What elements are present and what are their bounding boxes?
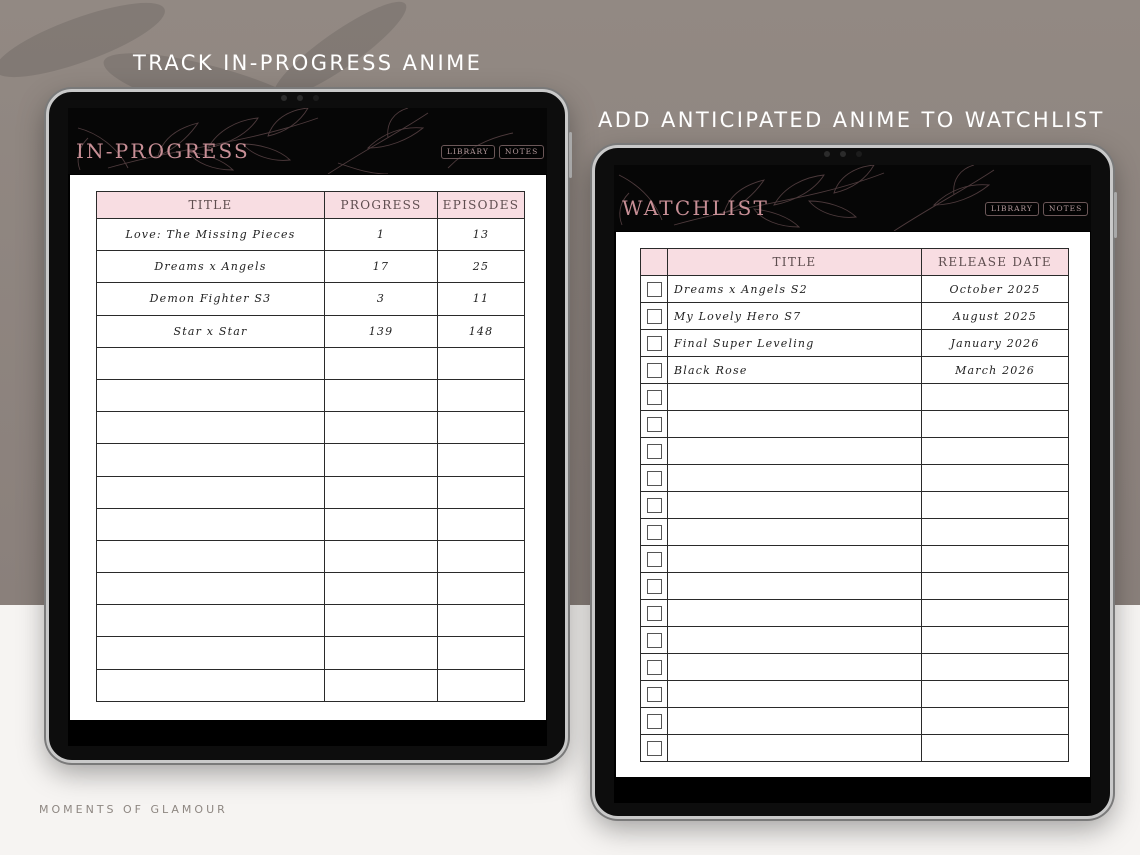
release-date-cell[interactable]: March 2026	[922, 357, 1069, 384]
title-cell[interactable]: My Lovely Hero S7	[668, 303, 922, 330]
checkbox-cell	[641, 465, 668, 492]
checkbox-cell	[641, 708, 668, 735]
watched-checkbox[interactable]	[647, 741, 662, 756]
title-cell[interactable]	[668, 627, 922, 654]
release-date-cell[interactable]	[922, 519, 1069, 546]
side-button	[569, 132, 572, 178]
progress-cell[interactable]	[325, 540, 438, 572]
table-row	[641, 330, 1069, 357]
page-header	[614, 165, 1091, 231]
release-date-cell[interactable]	[922, 465, 1069, 492]
tablet-in-progress	[46, 89, 568, 763]
progress-cell[interactable]	[325, 637, 438, 669]
watched-checkbox[interactable]	[647, 444, 662, 459]
watched-checkbox[interactable]	[647, 309, 662, 324]
title-cell[interactable]	[668, 492, 922, 519]
title-cell[interactable]: Love: The Missing Pieces	[97, 219, 325, 251]
checkbox-cell	[641, 681, 668, 708]
title-cell[interactable]	[668, 654, 922, 681]
title-cell[interactable]	[97, 476, 325, 508]
checkbox-cell	[641, 357, 668, 384]
checkbox-cell	[641, 735, 668, 762]
column-header-episodes: EPISODES	[438, 192, 525, 219]
table-row	[641, 465, 1069, 492]
table-row	[641, 276, 1069, 303]
table-row	[97, 669, 525, 701]
title-cell[interactable]: Dreams x Angels	[97, 251, 325, 283]
checkbox-cell	[641, 492, 668, 519]
episodes-cell[interactable]	[438, 347, 525, 379]
episodes-cell[interactable]	[438, 605, 525, 637]
tablet-watchlist	[592, 145, 1113, 819]
table-row	[641, 303, 1069, 330]
checkbox-cell	[641, 654, 668, 681]
column-header-progress: PROGRESS	[325, 192, 438, 219]
in-progress-table	[96, 191, 525, 702]
checkbox-cell	[641, 519, 668, 546]
watched-checkbox[interactable]	[647, 552, 662, 567]
checkbox-cell	[641, 438, 668, 465]
paper-page	[70, 175, 546, 720]
table-row	[97, 412, 525, 444]
watched-checkbox[interactable]	[647, 660, 662, 675]
table-row	[97, 637, 525, 669]
table-row	[641, 654, 1069, 681]
page-title: IN-PROGRESS	[76, 139, 250, 163]
table-row	[97, 347, 525, 379]
camera-bar	[275, 95, 335, 101]
watched-checkbox[interactable]	[647, 606, 662, 621]
title-cell[interactable]	[97, 412, 325, 444]
release-date-cell[interactable]	[922, 384, 1069, 411]
column-header-title: TITLE	[668, 249, 922, 276]
title-cell[interactable]: Dreams x Angels S2	[668, 276, 922, 303]
table-row	[641, 411, 1069, 438]
episodes-cell[interactable]	[438, 508, 525, 540]
watched-checkbox[interactable]	[647, 282, 662, 297]
release-date-cell[interactable]	[922, 708, 1069, 735]
progress-cell[interactable]: 3	[325, 283, 438, 315]
column-header-checkbox	[641, 249, 668, 276]
table-row	[97, 444, 525, 476]
release-date-cell[interactable]	[922, 411, 1069, 438]
table-row	[641, 384, 1069, 411]
release-date-cell[interactable]	[922, 735, 1069, 762]
tab-notes[interactable]: NOTES	[1043, 202, 1088, 216]
table-row	[97, 540, 525, 572]
progress-cell[interactable]	[325, 412, 438, 444]
episodes-cell[interactable]: 13	[438, 219, 525, 251]
progress-cell[interactable]	[325, 347, 438, 379]
title-cell[interactable]	[668, 708, 922, 735]
title-cell[interactable]	[97, 669, 325, 701]
release-date-cell[interactable]	[922, 627, 1069, 654]
progress-cell[interactable]: 139	[325, 315, 438, 347]
table-row	[641, 492, 1069, 519]
title-cell[interactable]: Final Super Leveling	[668, 330, 922, 357]
table-row	[97, 251, 525, 283]
side-button	[1114, 192, 1117, 238]
table-row	[97, 283, 525, 315]
release-date-cell[interactable]: October 2025	[922, 276, 1069, 303]
checkbox-cell	[641, 600, 668, 627]
release-date-cell[interactable]: August 2025	[922, 303, 1069, 330]
watched-checkbox[interactable]	[647, 498, 662, 513]
title-cell[interactable]	[668, 465, 922, 492]
title-cell[interactable]: Demon Fighter S3	[97, 283, 325, 315]
screen-in-progress	[68, 108, 547, 746]
table-row	[641, 546, 1069, 573]
screen-watchlist	[614, 165, 1091, 803]
table-row	[97, 379, 525, 411]
title-cell[interactable]	[97, 444, 325, 476]
watched-checkbox[interactable]	[647, 687, 662, 702]
watched-checkbox[interactable]	[647, 471, 662, 486]
page-title: WATCHLIST	[622, 196, 770, 220]
title-cell[interactable]	[97, 540, 325, 572]
title-cell[interactable]	[668, 681, 922, 708]
progress-cell[interactable]	[325, 508, 438, 540]
watched-checkbox[interactable]	[647, 525, 662, 540]
caption-track-in-progress: TRACK IN-PROGRESS ANIME	[133, 51, 483, 75]
title-cell[interactable]	[668, 411, 922, 438]
tab-library[interactable]: LIBRARY	[985, 202, 1039, 216]
episodes-cell[interactable]	[438, 476, 525, 508]
watched-checkbox[interactable]	[647, 363, 662, 378]
watched-checkbox[interactable]	[647, 579, 662, 594]
camera-bar	[818, 151, 878, 157]
release-date-cell[interactable]	[922, 573, 1069, 600]
episodes-cell[interactable]	[438, 540, 525, 572]
title-cell[interactable]	[97, 605, 325, 637]
episodes-cell[interactable]	[438, 637, 525, 669]
episodes-cell[interactable]	[438, 669, 525, 701]
progress-cell[interactable]	[325, 444, 438, 476]
episodes-cell[interactable]	[438, 573, 525, 605]
episodes-cell[interactable]	[438, 444, 525, 476]
checkbox-cell	[641, 276, 668, 303]
release-date-cell[interactable]	[922, 438, 1069, 465]
release-date-cell[interactable]	[922, 492, 1069, 519]
title-cell[interactable]	[97, 347, 325, 379]
title-cell[interactable]: Star x Star	[97, 315, 325, 347]
header-tabs	[441, 145, 544, 159]
table-row	[641, 600, 1069, 627]
header-tabs	[985, 202, 1088, 216]
watched-checkbox[interactable]	[647, 714, 662, 729]
column-header-title: TITLE	[97, 192, 325, 219]
title-cell[interactable]	[668, 735, 922, 762]
release-date-cell[interactable]: January 2026	[922, 330, 1069, 357]
watched-checkbox[interactable]	[647, 633, 662, 648]
title-cell[interactable]	[97, 573, 325, 605]
caption-add-to-watchlist: ADD ANTICIPATED ANIME TO WATCHLIST	[598, 108, 1105, 132]
checkbox-cell	[641, 411, 668, 438]
release-date-cell[interactable]	[922, 654, 1069, 681]
table-row	[641, 519, 1069, 546]
release-date-cell[interactable]	[922, 546, 1069, 573]
table-row	[641, 681, 1069, 708]
table-row	[97, 476, 525, 508]
checkbox-cell	[641, 384, 668, 411]
checkbox-cell	[641, 330, 668, 357]
table-row	[641, 627, 1069, 654]
title-cell[interactable]	[97, 379, 325, 411]
progress-cell[interactable]	[325, 573, 438, 605]
progress-cell[interactable]: 17	[325, 251, 438, 283]
table-row	[641, 573, 1069, 600]
watchlist-table	[640, 248, 1069, 762]
table-row	[97, 605, 525, 637]
title-cell[interactable]	[668, 384, 922, 411]
episodes-cell[interactable]: 25	[438, 251, 525, 283]
table-row	[97, 315, 525, 347]
release-date-cell[interactable]	[922, 681, 1069, 708]
title-cell[interactable]	[668, 573, 922, 600]
table-row	[97, 508, 525, 540]
episodes-cell[interactable]	[438, 379, 525, 411]
table-row	[641, 708, 1069, 735]
checkbox-cell	[641, 303, 668, 330]
tab-library[interactable]: LIBRARY	[441, 145, 495, 159]
table-row	[97, 219, 525, 251]
progress-cell[interactable]	[325, 379, 438, 411]
column-header-release-date: RELEASE DATE	[922, 249, 1069, 276]
progress-cell[interactable]: 1	[325, 219, 438, 251]
episodes-cell[interactable]	[438, 412, 525, 444]
table-row	[97, 573, 525, 605]
episodes-cell[interactable]: 11	[438, 283, 525, 315]
checkbox-cell	[641, 573, 668, 600]
watched-checkbox[interactable]	[647, 390, 662, 405]
page-header	[68, 108, 547, 174]
progress-cell[interactable]	[325, 605, 438, 637]
progress-cell[interactable]	[325, 669, 438, 701]
watched-checkbox[interactable]	[647, 417, 662, 432]
title-cell[interactable]	[668, 519, 922, 546]
checkbox-cell	[641, 546, 668, 573]
table-row	[641, 438, 1069, 465]
checkbox-cell	[641, 627, 668, 654]
tab-notes[interactable]: NOTES	[499, 145, 544, 159]
title-cell[interactable]	[97, 508, 325, 540]
release-date-cell[interactable]	[922, 600, 1069, 627]
progress-cell[interactable]	[325, 476, 438, 508]
watched-checkbox[interactable]	[647, 336, 662, 351]
paper-page	[616, 232, 1090, 777]
title-cell[interactable]: Black Rose	[668, 357, 922, 384]
episodes-cell[interactable]: 148	[438, 315, 525, 347]
table-row	[641, 735, 1069, 762]
title-cell[interactable]	[668, 600, 922, 627]
brand-name: MOMENTS OF GLAMOUR	[39, 803, 228, 816]
title-cell[interactable]	[97, 637, 325, 669]
title-cell[interactable]	[668, 438, 922, 465]
table-row	[641, 357, 1069, 384]
title-cell[interactable]	[668, 546, 922, 573]
